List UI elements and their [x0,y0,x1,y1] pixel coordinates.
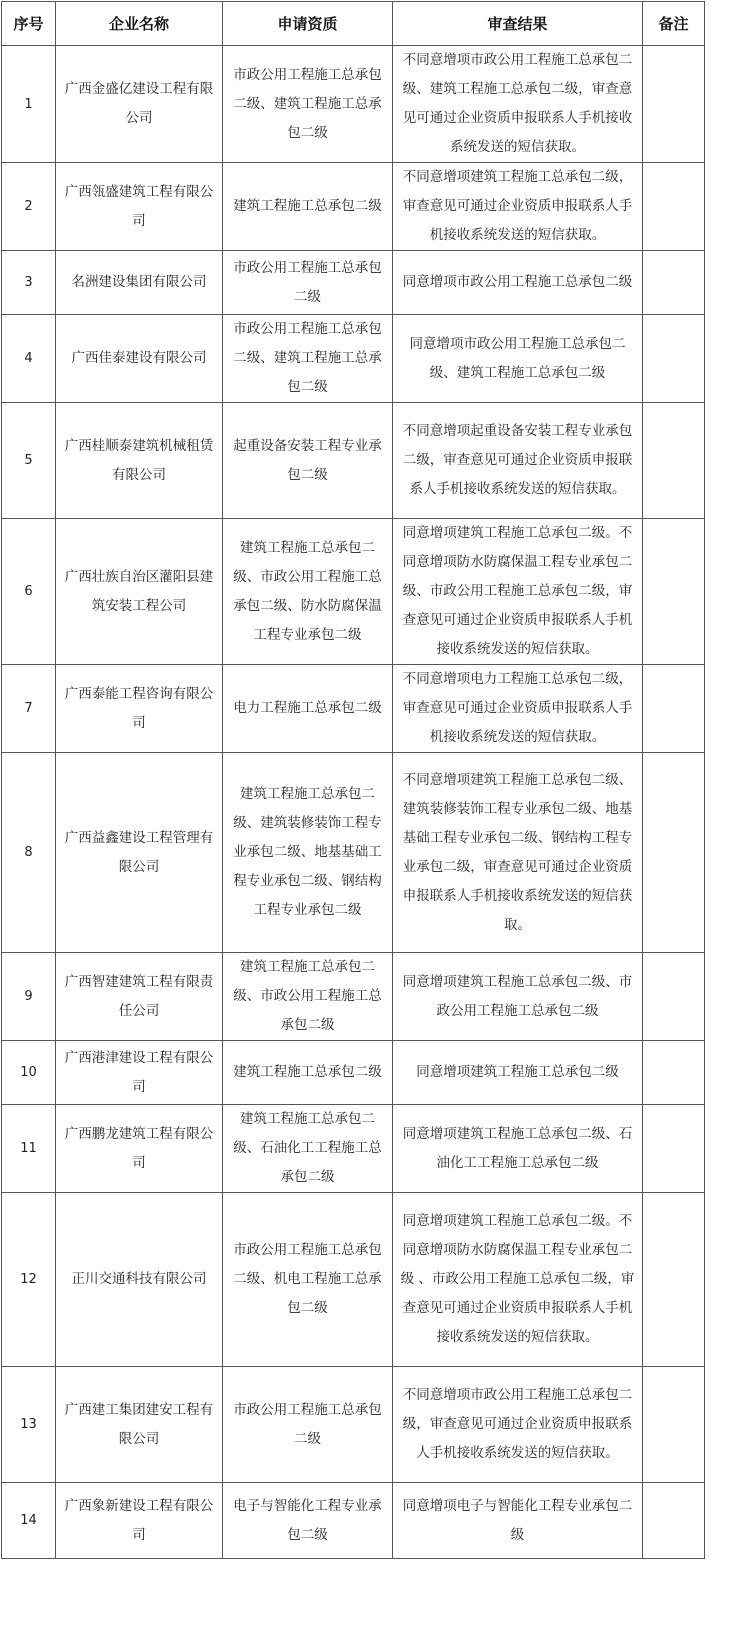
qualification-cell: 建筑工程施工总承包二级、市政公用工程施工总承包二级 [223,953,393,1041]
company-name-cell: 广西瓴盛建筑工程有限公司 [56,163,223,251]
table-row [2,753,705,953]
qualification-cell: 市政公用工程施工总承包二级、机电工程施工总承包二级 [223,1193,393,1367]
header-company: 企业名称 [56,2,223,46]
remark-cell [643,315,705,403]
remark-cell [643,1041,705,1105]
remark-cell [643,46,705,163]
qualification-cell: 建筑工程施工总承包二级、石油化工工程施工总承包二级 [223,1105,393,1193]
remark-cell [643,163,705,251]
row-number: 1 [2,46,56,163]
remark-cell [643,403,705,519]
review-result-cell: 同意增项建筑工程施工总承包二级。不同意增项防水防腐保温工程专业承包二级、市政公用工程施工总承包二级，审查意见可通过企业资质申报联系人手机接收系统发送的短信获取。 [393,519,643,665]
table-row [2,1105,705,1193]
qualification-cell: 市政公用工程施工总承包二级、建筑工程施工总承包二级 [223,315,393,403]
company-name-cell: 广西桂顺泰建筑机械租赁有限公司 [56,403,223,519]
page [0,1,738,1559]
qualification-cell: 建筑工程施工总承包二级、建筑装修装饰工程专业承包二级、地基基础工程专业承包二级、钢结构工程专业承包二级 [223,753,393,953]
review-result-cell: 不同意增项电力工程施工总承包二级，审查意见可通过企业资质申报联系人手机接收系统发送的短信获取。 [393,665,643,753]
table-header-row [2,2,705,46]
remark-cell [643,1367,705,1483]
row-number: 8 [2,753,56,953]
table-row [2,1041,705,1105]
qualification-cell: 电力工程施工总承包二级 [223,665,393,753]
review-result-cell: 同意增项建筑工程施工总承包二级、市政公用工程施工总承包二级 [393,953,643,1041]
table-body [2,46,705,1559]
qualification-cell: 起重设备安装工程专业承包二级 [223,403,393,519]
table-row [2,1367,705,1483]
table-row [2,1193,705,1367]
row-number: 3 [2,251,56,315]
company-name-cell: 名洲建设集团有限公司 [56,251,223,315]
qualification-cell: 市政公用工程施工总承包二级、建筑工程施工总承包二级 [223,46,393,163]
company-name-cell: 广西益鑫建设工程管理有限公司 [56,753,223,953]
remark-cell [643,953,705,1041]
qualification-cell: 市政公用工程施工总承包二级 [223,251,393,315]
table-row [2,953,705,1041]
table-row [2,665,705,753]
table-row [2,519,705,665]
review-result-cell: 同意增项建筑工程施工总承包二级 [393,1041,643,1105]
remark-cell [643,665,705,753]
company-name-cell: 广西壮族自治区灌阳县建筑安装工程公司 [56,519,223,665]
review-result-cell: 同意增项建筑工程施工总承包二级。不同意增项防水防腐保温工程专业承包二级 、市政公用工程施工总承包二级，审查意见可通过企业资质申报联系人手机接收系统发送的短信获取。 [393,1193,643,1367]
company-name-cell: 广西建工集团建安工程有限公司 [56,1367,223,1483]
table-row [2,251,705,315]
row-number: 5 [2,403,56,519]
remark-cell [643,1193,705,1367]
header-qualification: 申请资质 [223,2,393,46]
company-name-cell: 正川交通科技有限公司 [56,1193,223,1367]
company-name-cell: 广西金盛亿建设工程有限公司 [56,46,223,163]
row-number: 2 [2,163,56,251]
company-name-cell: 广西鹏龙建筑工程有限公司 [56,1105,223,1193]
row-number: 12 [2,1193,56,1367]
review-result-cell: 不同意增项建筑工程施工总承包二级，审查意见可通过企业资质申报联系人手机接收系统发送的短信获取。 [393,163,643,251]
header-result: 审查结果 [393,2,643,46]
review-result-cell: 同意增项电子与智能化工程专业承包二级 [393,1483,643,1559]
remark-cell [643,1105,705,1193]
qualification-cell: 建筑工程施工总承包二级 [223,1041,393,1105]
company-name-cell: 广西佳泰建设有限公司 [56,315,223,403]
company-name-cell: 广西港津建设工程有限公司 [56,1041,223,1105]
row-number: 14 [2,1483,56,1559]
company-name-cell: 广西泰能工程咨询有限公司 [56,665,223,753]
row-number: 10 [2,1041,56,1105]
review-result-cell: 不同意增项起重设备安装工程专业承包二级，审查意见可通过企业资质申报联系人手机接收系统发送的短信获取。 [393,403,643,519]
table-row [2,315,705,403]
remark-cell [643,753,705,953]
review-result-cell: 同意增项市政公用工程施工总承包二级、建筑工程施工总承包二级 [393,315,643,403]
table-row [2,1483,705,1559]
remark-cell [643,519,705,665]
qualification-cell: 市政公用工程施工总承包二级 [223,1367,393,1483]
qualification-review-table [1,1,705,1559]
review-result-cell: 同意增项市政公用工程施工总承包二级 [393,251,643,315]
qualification-cell: 电子与智能化工程专业承包二级 [223,1483,393,1559]
table-row [2,163,705,251]
remark-cell [643,1483,705,1559]
row-number: 9 [2,953,56,1041]
company-name-cell: 广西象新建设工程有限公司 [56,1483,223,1559]
row-number: 7 [2,665,56,753]
table-row [2,403,705,519]
review-result-cell: 不同意增项市政公用工程施工总承包二级、建筑工程施工总承包二级，审查意见可通过企业资质申报联系人手机接收系统发送的短信获取。 [393,46,643,163]
review-result-cell: 不同意增项市政公用工程施工总承包二级，审查意见可通过企业资质申报联系人手机接收系统发送的短信获取。 [393,1367,643,1483]
review-result-cell: 不同意增项建筑工程施工总承包二级、建筑装修装饰工程专业承包二级、地基基础工程专业承包二级、钢结构工程专业承包二级，审查意见可通过企业资质申报联系人手机接收系统发送的短信获取。 [393,753,643,953]
review-result-cell: 同意增项建筑工程施工总承包二级、石油化工工程施工总承包二级 [393,1105,643,1193]
row-number: 4 [2,315,56,403]
remark-cell [643,251,705,315]
qualification-cell: 建筑工程施工总承包二级 [223,163,393,251]
row-number: 11 [2,1105,56,1193]
company-name-cell: 广西智建建筑工程有限责任公司 [56,953,223,1041]
header-remark: 备注 [643,2,705,46]
row-number: 13 [2,1367,56,1483]
qualification-cell: 建筑工程施工总承包二级、市政公用工程施工总承包二级、防水防腐保温工程专业承包二级 [223,519,393,665]
table-row [2,46,705,163]
header-no: 序号 [2,2,56,46]
row-number: 6 [2,519,56,665]
